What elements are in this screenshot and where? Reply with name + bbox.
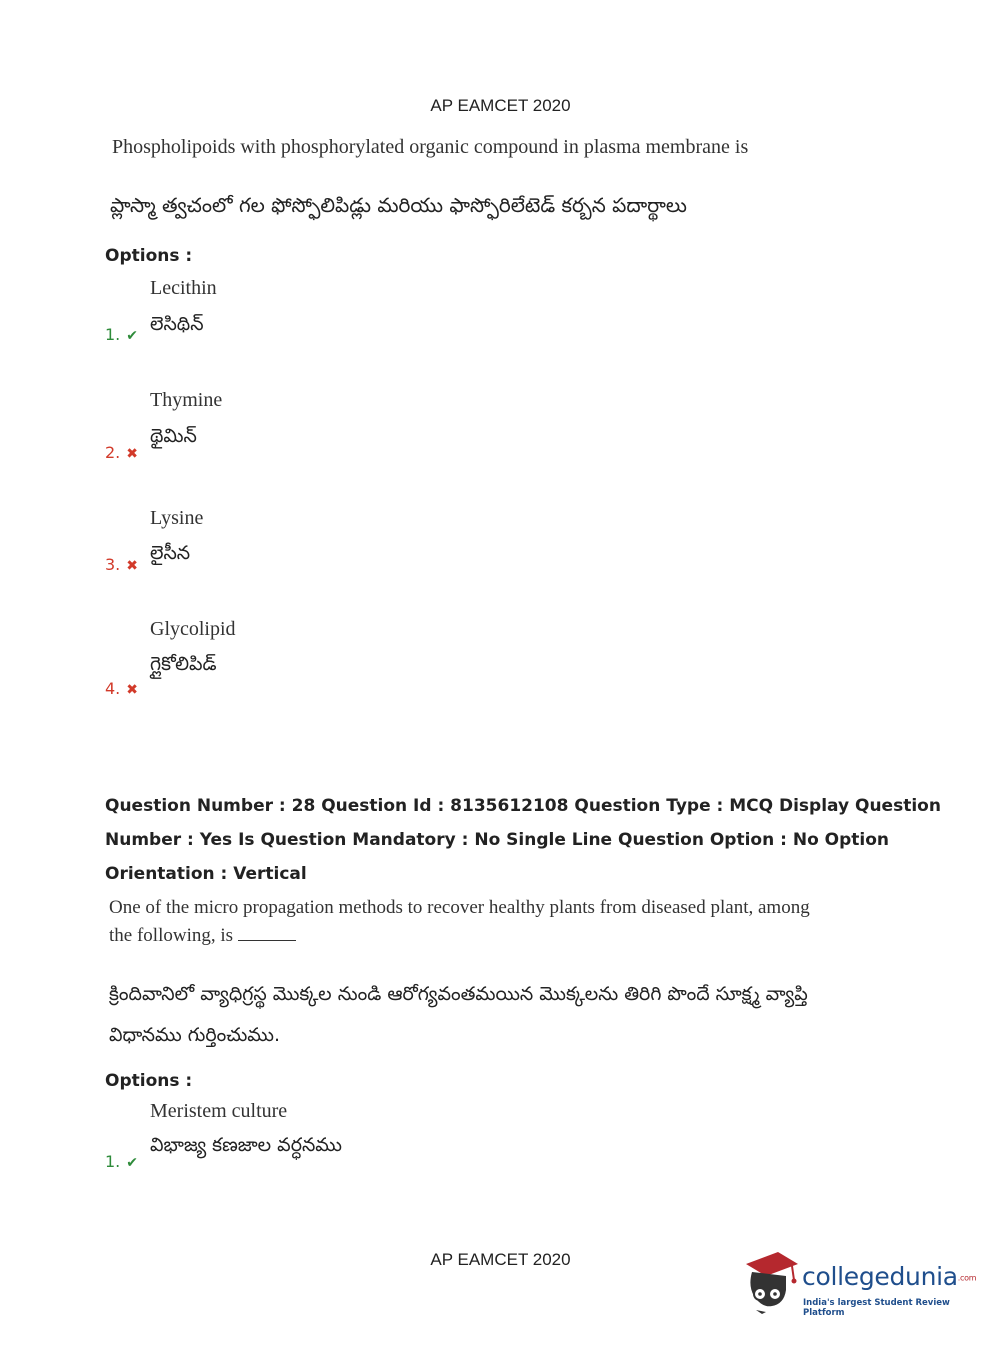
check-icon: ✔: [126, 1155, 138, 1171]
option-3-telugu: లైసీన: [150, 542, 191, 564]
option-3-english: Lysine: [150, 507, 204, 529]
logo-brand-name: [802, 1262, 976, 1291]
option-1-english: Lecithin: [150, 277, 217, 299]
collegedunia-logo: [742, 1248, 977, 1318]
logo-brand-text: collegedunia: [802, 1262, 958, 1291]
cross-icon: ✖: [126, 558, 138, 574]
question-text-english-line-2: [109, 925, 296, 947]
option-3-number: [105, 555, 138, 574]
cross-icon: ✖: [126, 682, 138, 698]
option-2-number: [105, 443, 138, 462]
option-1-number: [105, 1152, 138, 1171]
question-meta-line-3: Orientation : Vertical: [105, 864, 307, 884]
check-icon: ✔: [126, 328, 138, 344]
option-2-english: Thymine: [150, 389, 223, 411]
option-2-num: 2.: [105, 443, 121, 462]
answer-blank: [238, 926, 296, 941]
option-4-english: Glycolipid: [150, 618, 236, 640]
question-meta-line-2: Number : Yes Is Question Mandatory : No Single Line Question Option : No Option: [105, 830, 890, 850]
question-text-telugu-line-2: విధానము గుర్తించుము.: [109, 1024, 281, 1046]
option-3-num: 3.: [105, 555, 121, 574]
option-4-telugu: గ్లైకోలిపిడ్: [150, 653, 217, 675]
option-4-num: 4.: [105, 679, 121, 698]
question-text-english: Phospholipoids with phosphorylated organic compound in plasma membrane is: [112, 136, 749, 158]
option-4-number: [105, 679, 138, 698]
option-1-telugu: విభాజ్య కణజాల వర్ధనము: [150, 1134, 342, 1156]
options-label: Options :: [105, 246, 193, 266]
cross-icon: ✖: [126, 446, 138, 462]
mascot-icon: [742, 1250, 800, 1314]
logo-suffix: .com: [957, 1273, 977, 1283]
question-text-telugu-line-1: క్రిందివానిలో వ్యాధిగ్రస్థ మొక్కల నుండి ఆరోగ్యవంతమయిన మొక్కలను తిరిగి పొందే సూక్ష్మ వ్యాప్తి: [109, 983, 808, 1005]
option-1-telugu: లెసిథిన్: [150, 313, 204, 335]
option-2-telugu: థైమిన్: [150, 425, 197, 447]
page-footer: AP EAMCET 2020: [430, 1250, 571, 1269]
option-1-english: Meristem culture: [150, 1100, 288, 1122]
option-1-num: 1.: [105, 325, 121, 344]
option-1-num: 1.: [105, 1152, 121, 1171]
option-1-number: [105, 325, 138, 344]
question-text-english-line-1: One of the micro propagation methods to recover healthy plants from diseased plant, among: [109, 897, 810, 918]
page-header: AP EAMCET 2020: [430, 96, 571, 115]
question-text-english-line-2-text: the following, is: [109, 925, 234, 946]
question-text-telugu: ప్లాస్మా త్వచంలో గల ఫోస్ఫోలిపిడ్లు మరియు ఫాస్ఫోరిలేటెడ్ కర్బన పదార్థాలు: [110, 193, 687, 217]
logo-tagline: India's largest Student Review Platform: [803, 1298, 950, 1318]
options-label: Options :: [105, 1071, 193, 1091]
question-meta-line-1: Question Number : 28 Question Id : 8135612108 Question Type : MCQ Display Question: [105, 796, 941, 816]
